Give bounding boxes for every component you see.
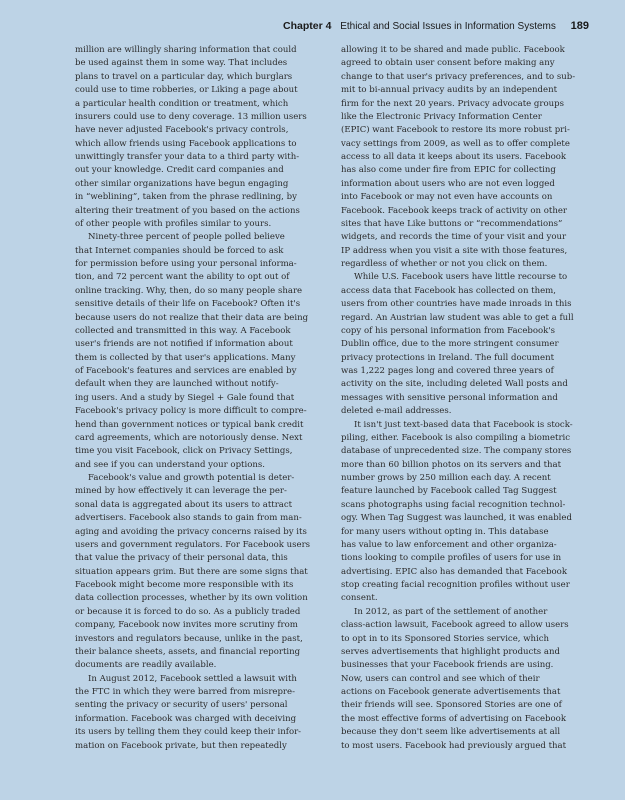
text-line: the most effective forms of advertising on Facebook xyxy=(341,713,566,724)
text-line: them is collected by that user's applications. Many xyxy=(75,352,296,363)
text-line: While U.S. Facebook users have little recourse to xyxy=(354,272,568,283)
text-line: Facebook's value and growth potential is deter- xyxy=(88,473,295,483)
text-line: piling, either. Facebook is also compiling a biometric xyxy=(341,432,571,443)
text-line: agreed to obtain user consent before making any xyxy=(341,58,555,69)
text-line: which allow friends using Facebook applications to xyxy=(75,138,297,149)
text-line: ogy. When Tag Suggest was launched, it was enabled xyxy=(341,513,572,524)
text-line: mined by how effectively it can leverage the per- xyxy=(75,486,287,497)
text-line: sites that have Like buttons or “recommendations” xyxy=(341,218,563,229)
text-line: tions looking to compile profiles of users for use in xyxy=(341,553,562,564)
text-line: Facebook might become more responsible with its xyxy=(75,580,294,590)
page-number: 189 xyxy=(570,20,589,32)
text-line: actions on Facebook generate advertisements that xyxy=(341,687,561,697)
text-line: stop creating facial recognition profiles without user xyxy=(341,580,570,590)
text-line: default when they are launched without notify- xyxy=(75,379,279,390)
text-line: privacy protections in Ireland. The full document xyxy=(341,352,555,363)
text-line: users and government regulators. For Facebook users xyxy=(75,539,311,550)
text-line: because users do not realize that their data are being xyxy=(75,312,309,323)
text-line: that value the privacy of their personal data, this xyxy=(75,553,288,564)
text-line: number grows by 250 million each day. A recent xyxy=(341,473,551,483)
chapter-label: Chapter 4 xyxy=(282,20,332,32)
text-line: vacy settings from 2009, as well as to offer complete xyxy=(341,138,570,149)
text-line: class-action lawsuit, Facebook agreed to allow users xyxy=(341,620,569,631)
text-line: of Facebook's features and services are enabled by xyxy=(75,366,297,376)
text-line: In August 2012, Facebook settled a lawsuit with xyxy=(88,673,297,684)
text-line: out your knowledge. Credit card companies and xyxy=(75,165,284,176)
text-line: regardless of whether or not you click on them. xyxy=(341,259,548,269)
text-line: their friends will see. Sponsored Stories are one of xyxy=(341,700,562,711)
text-line: in “weblining”, taken from the phrase redlining, by xyxy=(75,192,297,203)
text-line: other similar organizations have begun engaging xyxy=(75,178,289,189)
text-line: situation appears grim. But there are some signs that xyxy=(75,566,308,577)
right-text-column xyxy=(341,44,611,753)
text-line: access to all data it keeps about its users. Facebook xyxy=(341,152,567,162)
text-line: unwittingly transfer your data to a third party with- xyxy=(75,152,300,162)
text-line: advertisers. Facebook also stands to gain from man- xyxy=(75,513,302,524)
text-line: Now, users can control and see which of their xyxy=(341,673,540,684)
text-line: aging and avoiding the privacy concerns raised by its xyxy=(75,526,307,537)
left-text-column xyxy=(75,44,345,753)
text-line: hend than government notices or typical bank credit xyxy=(75,419,304,430)
text-line: database of unprecedented size. The company stores xyxy=(341,446,572,457)
text-line: advertising. EPIC also has demanded that Facebook xyxy=(341,566,568,577)
text-line: company, Facebook now invites more scrutiny from xyxy=(75,620,298,631)
text-line: Facebook's privacy policy is more difficult to compre- xyxy=(75,406,307,417)
text-line: serves advertisements that highlight products and xyxy=(341,646,560,657)
text-line: tion, and 72 percent want the ability to opt out of xyxy=(75,272,290,283)
text-line: information. Facebook was charged with deceiving xyxy=(75,713,297,724)
text-line: the FTC in which they were barred from misrepre- xyxy=(75,687,295,697)
text-line: has also come under fire from EPIC for collecting xyxy=(341,165,556,176)
text-line: million are willingly sharing information that could xyxy=(75,45,297,55)
text-line: their balance sheets, assets, and financial reporting xyxy=(75,646,301,657)
text-line: copy of his personal information from Facebook's xyxy=(341,325,556,336)
text-line: sensitive details of their life on Facebook? Often it's xyxy=(75,299,301,310)
text-line: Facebook. Facebook keeps track of activity on other xyxy=(341,205,567,216)
text-line: IP address when you visit a site with those features, xyxy=(341,245,568,256)
text-line: into Facebook or may not even have accounts on xyxy=(341,192,553,203)
text-line: feature launched by Facebook called Tag Suggest xyxy=(341,486,557,497)
text-line: scans photographs using facial recognition technol- xyxy=(341,499,566,510)
text-line: for many users without opting in. This database xyxy=(341,526,549,537)
text-line: Ninety-three percent of people polled believe xyxy=(88,232,285,243)
text-line: access data that Facebook has collected on them, xyxy=(341,285,556,296)
text-line: for permission before using your personal informa- xyxy=(75,259,297,269)
text-line: and see if you can understand your options. xyxy=(75,459,265,470)
text-line: have never adjusted Facebook's privacy controls, xyxy=(75,125,289,136)
text-line: was 1,222 pages long and covered three years of xyxy=(341,366,554,376)
chapter-title: Ethical and Social Issues in Information Systems xyxy=(340,21,556,32)
text-line: It isn't just text-based data that Facebook is stock- xyxy=(354,419,573,430)
text-line: card agreements, which are notoriously dense. Next xyxy=(75,432,303,443)
text-line: widgets, and records the time of your visit and your xyxy=(341,232,567,243)
text-line: consent. xyxy=(341,593,378,604)
text-line: mation on Facebook private, but then repeatedly xyxy=(75,740,287,751)
text-line: could use to time robberies, or Liking a page about xyxy=(75,85,298,96)
text-line: In 2012, as part of the settlement of another xyxy=(354,606,548,617)
text-line: firm for the next 20 years. Privacy advocate groups xyxy=(341,98,564,109)
text-line: time you visit Facebook, click on Privacy Settings, xyxy=(75,446,293,457)
text-line: of other people with profiles similar to yours. xyxy=(75,218,272,229)
text-line: businesses that your Facebook friends are using. xyxy=(341,660,554,671)
text-line: mit to bi-annual privacy audits by an independent xyxy=(341,85,558,96)
text-line: sonal data is aggregated about its users to attract xyxy=(75,499,293,510)
text-line: altering their treatment of you based on the actions xyxy=(75,205,300,216)
text-line: more than 60 billion photos on its servers and that xyxy=(341,459,562,470)
text-line: (EPIC) want Facebook to restore its more robust pri- xyxy=(341,125,570,136)
text-line: allowing it to be shared and made public. Facebook xyxy=(341,45,565,55)
text-line: because they don't seem like advertisements at all xyxy=(341,727,561,738)
text-line: online tracking. Why, then, do so many people share xyxy=(75,285,303,296)
text-line: Dublin office, due to the more stringent consumer xyxy=(341,339,559,350)
text-line: messages with sensitive personal information and xyxy=(341,392,558,403)
text-line: be used against them in some way. That includes xyxy=(75,58,288,69)
text-line: investors and regulators because, unlike in the past, xyxy=(75,633,303,644)
text-line: change to that user's privacy preferences, and to sub- xyxy=(341,71,576,82)
text-line: information about users who are not even logged xyxy=(341,178,555,189)
text-line: ing users. And a study by Siegel + Gale found that xyxy=(75,392,295,403)
text-line: data collection processes, whether by its own volition xyxy=(75,593,308,604)
text-line: like the Electronic Privacy Information Center xyxy=(341,111,542,122)
text-line: senting the privacy or security of users' personal xyxy=(75,700,288,711)
text-line: insurers could use to deny coverage. 13 million users xyxy=(75,111,307,122)
text-line: or because it is forced to do so. As a publicly traded xyxy=(75,606,301,617)
text-line: has value to law enforcement and other organiza- xyxy=(341,539,557,550)
text-line: plans to travel on a particular day, which burglars xyxy=(75,71,293,82)
running-header xyxy=(283,20,589,32)
text-line: its users by telling them they could keep their infor- xyxy=(75,727,302,738)
text-line: regard. An Austrian law student was able to get a full xyxy=(341,312,574,323)
text-line: that Internet companies should be forced to ask xyxy=(75,245,284,256)
text-line: users from other countries have made inroads in this xyxy=(341,299,572,310)
text-line: to most users. Facebook had previously argued that xyxy=(341,740,567,751)
text-line: user's friends are not notified if information about xyxy=(75,339,293,350)
text-line: activity on the site, including deleted Wall posts and xyxy=(341,379,568,390)
text-line: collected and transmitted in this way. A Facebook xyxy=(75,325,291,336)
text-line: a particular health condition or treatment, which xyxy=(75,98,289,109)
text-line: to opt in to its Sponsored Stories service, which xyxy=(341,633,550,644)
text-line: documents are readily available. xyxy=(75,660,217,671)
text-line: deleted e-mail addresses. xyxy=(341,406,452,417)
